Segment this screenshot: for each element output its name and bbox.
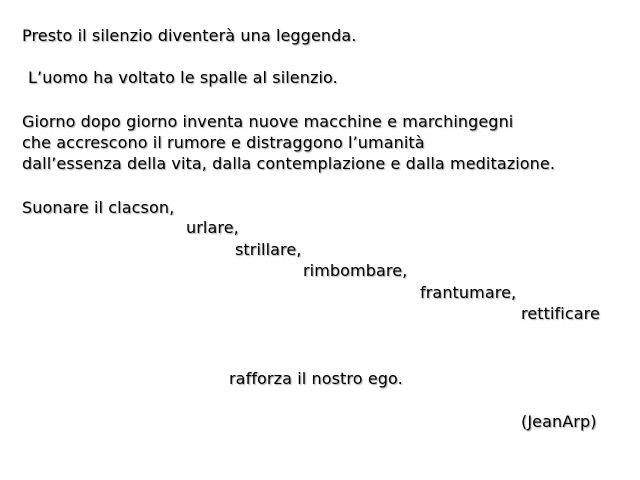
cascade-word-4: frantumare, <box>420 283 517 302</box>
cascade-word-3: rimbombare, <box>303 261 408 280</box>
cascade-word-5: rettificare <box>521 304 600 323</box>
cascade-word-1: urlare, <box>186 218 239 237</box>
poem-line-5: dall’essenza della vita, dalla contemplazione e dalla meditazione. <box>22 154 556 173</box>
closing-line: rafforza il nostro ego. <box>229 369 403 388</box>
attribution: (JeanArp) <box>521 412 597 431</box>
poem-line-4: che accrescono il rumore e distraggono l’umanità <box>22 133 425 152</box>
poem-line-3: Giorno dopo giorno inventa nuove macchine e marchingegni <box>22 112 514 131</box>
poem-line-2: L’uomo ha voltato le spalle al silenzio. <box>28 68 338 87</box>
cascade-word-2: strillare, <box>235 240 302 259</box>
poem-line-1: Presto il silenzio diventerà una leggenda. <box>22 26 357 45</box>
poem-line-6: Suonare il clacson, <box>22 198 175 217</box>
